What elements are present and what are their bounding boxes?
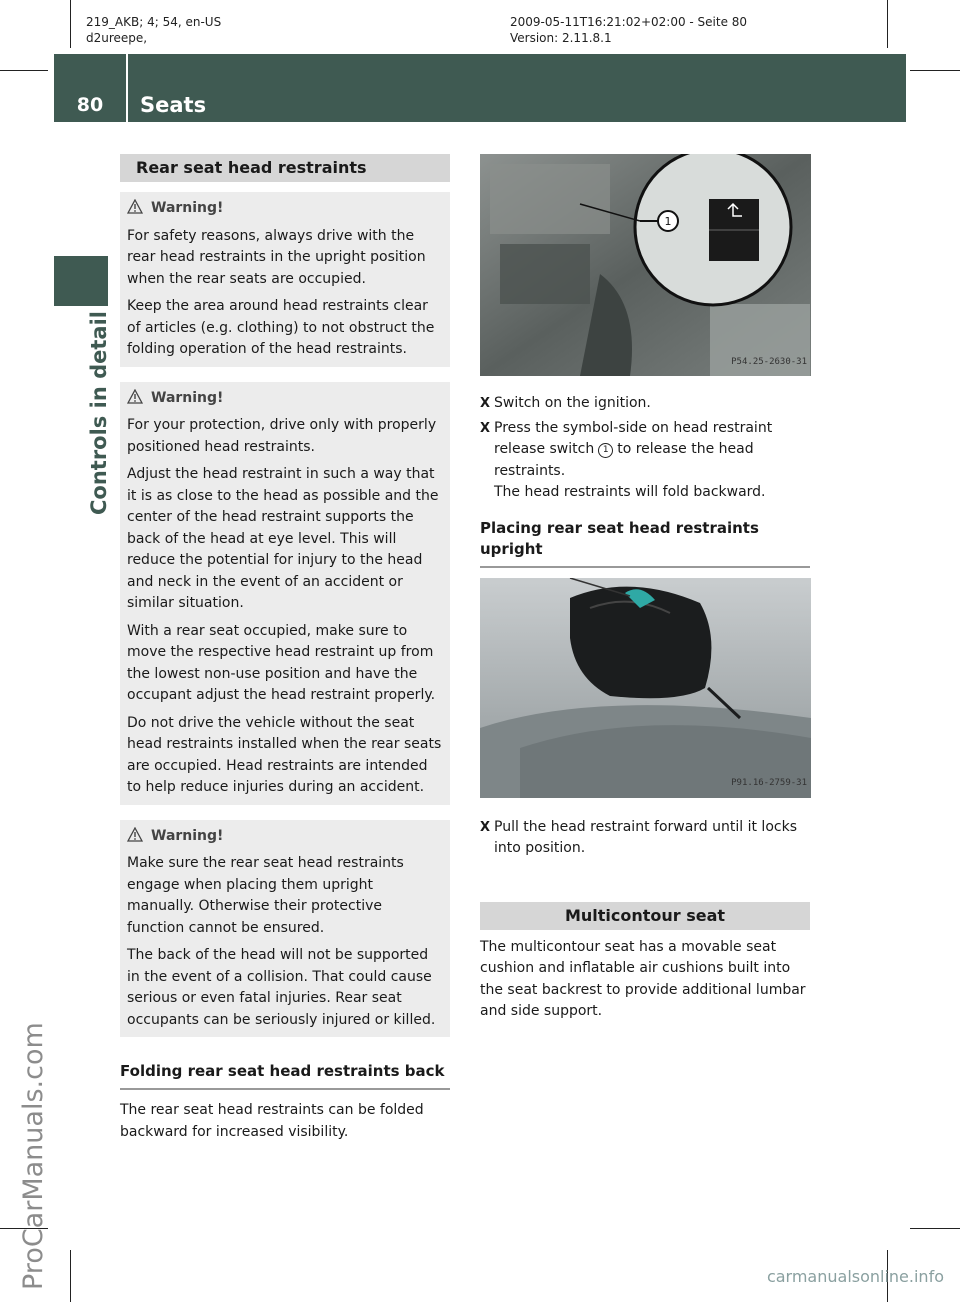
step-marker-icon: X	[480, 420, 491, 436]
body-paragraph: The rear seat head restraints can be folded backward for increased visibility.	[120, 1102, 424, 1140]
meta-top-right	[510, 14, 747, 46]
warning-triangle-icon	[127, 389, 143, 404]
page-number: 80	[76, 94, 104, 116]
photo-code: P91.16-2759-31	[731, 778, 807, 788]
warning-title	[127, 198, 442, 220]
right-column	[480, 154, 810, 1023]
warning-box	[120, 382, 450, 805]
warning-paragraph: Adjust the head restraint in such a way that it is as close to the head as possible and the center of the head restraint supports the back of the head at eye level. This will reduce the potential for injury to the head and neck in the event of an accident or similar situation.	[127, 466, 439, 611]
meta-line: 2009-05-11T16:21:02+02:00 - Seite 80	[510, 15, 748, 29]
step-text: Pull the head restraint forward until it locks into position.	[494, 818, 797, 856]
callout-number-icon: 1	[598, 443, 613, 458]
site-watermark: ProCarManuals.com	[18, 1022, 49, 1290]
crop-mark	[0, 70, 48, 71]
subsection-title: Folding rear seat head restraints back	[120, 1061, 450, 1090]
warning-box	[120, 192, 450, 367]
photo-head-restraint	[480, 578, 811, 798]
warning-box	[120, 820, 450, 1038]
instruction-list	[480, 817, 810, 860]
warning-paragraph: For your protection, drive only with properly positioned head restraints.	[127, 417, 437, 455]
header-divider	[126, 54, 128, 122]
warning-paragraph: The back of the head will not be supported in the event of a collision. That could cause serious or even fatal injuries. Rear seat occupants can be seriously injured or killed.	[127, 947, 436, 1028]
crop-mark	[70, 1250, 71, 1302]
meta-line: Version: 2.11.8.1	[510, 31, 612, 45]
warning-paragraph: Make sure the rear seat head restraints engage when placing them upright manually. Otherwise their protective function cannot be ensured.	[127, 855, 404, 936]
section-title: Rear seat head restraints	[120, 154, 450, 182]
warning-title-text: Warning!	[151, 200, 224, 216]
step-marker-icon: X	[480, 396, 491, 411]
warning-title-text: Warning!	[151, 827, 224, 844]
instruction-step	[480, 817, 810, 860]
photo-head-restraint-illustration	[480, 578, 811, 798]
meta-line: 219_AKB; 4; 54, en-US	[86, 15, 222, 29]
meta-top-left	[86, 14, 221, 46]
crop-mark	[910, 70, 960, 71]
crop-mark	[70, 0, 71, 48]
warning-triangle-icon	[127, 199, 143, 214]
subsection-title: Placing rear seat head restraints upright	[480, 518, 810, 568]
footer-watermark: carmanualsonline.info	[766, 1267, 944, 1286]
warning-paragraph: For safety reasons, always drive with the rear head restraints in the upright position when the rear seats are occupied.	[127, 227, 426, 287]
step-text: Switch on the ignition.	[494, 395, 651, 411]
crop-mark	[887, 0, 888, 48]
section-title: Multicontour seat	[480, 902, 810, 930]
step-result: The head restraints will fold backward.	[494, 484, 766, 500]
step-marker-icon: X	[480, 819, 491, 835]
page-title: Seats	[140, 93, 207, 117]
photo-console-illustration	[480, 154, 811, 376]
step-text-part: to release the head restraints.	[494, 441, 754, 479]
instruction-step	[480, 393, 810, 415]
step-text-part: Press the symbol-side on head restraint release switch	[494, 419, 773, 457]
body-paragraph: The multicontour seat has a movable seat cushion and inflatable air cushions built into the seat backrest to provide additional lumbar and side support.	[480, 938, 806, 1019]
warning-paragraph: With a rear seat occupied, make sure to move the respective head restraint up from the lowest non-use position and have the occupant adjust the head restraint properly.	[127, 622, 436, 703]
warning-title	[127, 388, 442, 410]
side-section-label: Controls in detail	[87, 311, 111, 515]
warning-paragraph: Do not drive the vehicle without the seat head restraints installed when the rear seats are occupied. Head restraints are intended to help reduce injuries during an accident.	[127, 714, 442, 795]
warning-triangle-icon	[127, 827, 143, 842]
left-column	[120, 154, 450, 1143]
photo-code: P54.25-2630-31	[731, 356, 807, 367]
warning-title	[127, 826, 442, 848]
instruction-step	[480, 418, 810, 504]
photo-release-switch	[480, 154, 811, 376]
instruction-list	[480, 393, 810, 504]
side-tab	[54, 256, 108, 306]
crop-mark	[910, 1228, 960, 1229]
meta-line: d2ureepe,	[86, 31, 148, 45]
warning-title-text: Warning!	[151, 389, 224, 406]
photo-callout-number: 1	[664, 215, 672, 228]
step-text	[494, 418, 810, 504]
warning-paragraph: Keep the area around head restraints clear of articles (e.g. clothing) to not obstruct the folding operation of the head restraints.	[127, 298, 435, 357]
